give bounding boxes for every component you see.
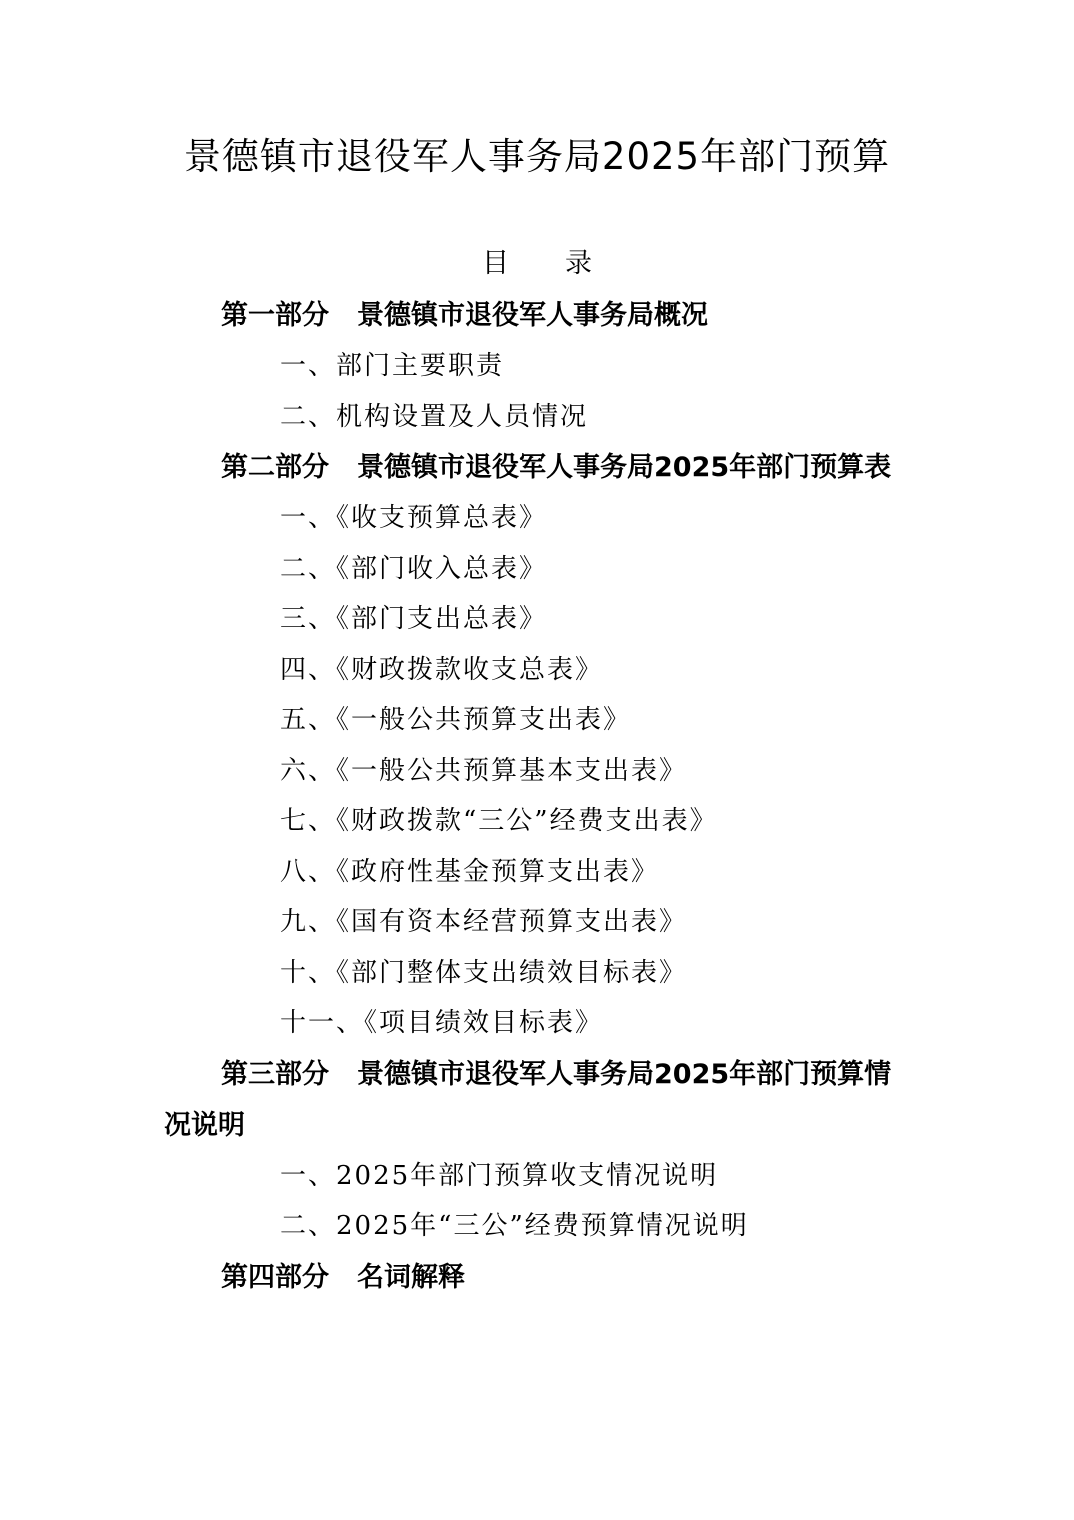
toc-item: 三、《部门支出总表》 xyxy=(280,604,548,634)
part-title: 景德镇市退役军人事务局概况 xyxy=(357,300,708,331)
toc-item: 一、部门主要职责 xyxy=(280,351,505,381)
part-label: 第一部分 xyxy=(221,300,329,331)
toc-part-1 xyxy=(164,290,916,341)
toc-item: 五、《一般公共预算支出表》 xyxy=(280,705,632,735)
toc-item: 二、2025年“三公”经费预算情况说明 xyxy=(280,1211,749,1241)
document-title: 景德镇市退役军人事务局2025年部门预算 xyxy=(183,135,891,178)
part-label: 第三部分 xyxy=(221,1058,329,1090)
toc-item: 八、《政府性基金预算支出表》 xyxy=(280,856,660,887)
toc-item: 十一、《项目绩效目标表》 xyxy=(280,1008,604,1038)
toc-item: 二、机构设置及人员情况 xyxy=(280,401,589,432)
toc-item: 九、《国有资本经营预算支出表》 xyxy=(280,907,688,937)
toc-item: 二、《部门收入总表》 xyxy=(280,553,548,584)
part-title: 景德镇市退役军人事务局2025年部门预算表 xyxy=(357,452,892,483)
part-title: 景德镇市退役军人事务局2025年部门预算情况说明 xyxy=(164,1058,892,1141)
toc-item: 六、《一般公共预算基本支出表》 xyxy=(280,755,688,786)
toc-part-2 xyxy=(164,442,916,493)
toc-heading-char-2: 录 xyxy=(565,248,592,279)
part-label: 第四部分 xyxy=(221,1261,329,1293)
toc-item: 四、《财政拨款收支总表》 xyxy=(280,654,604,685)
toc-part-4 xyxy=(164,1252,916,1303)
toc-item: 一、2025年部门预算收支情况说明 xyxy=(280,1160,719,1191)
toc-part-3 xyxy=(164,1049,916,1151)
toc-heading-char-1: 目 xyxy=(482,248,509,279)
toc-item: 十、《部门整体支出绩效目标表》 xyxy=(280,957,688,988)
toc-heading xyxy=(0,244,1074,284)
table-of-contents xyxy=(164,290,916,1303)
toc-item: 七、《财政拨款“三公”经费支出表》 xyxy=(280,806,718,836)
part-title: 名词解释 xyxy=(357,1261,465,1293)
toc-item: 一、《收支预算总表》 xyxy=(280,503,548,533)
part-label: 第二部分 xyxy=(221,452,329,483)
